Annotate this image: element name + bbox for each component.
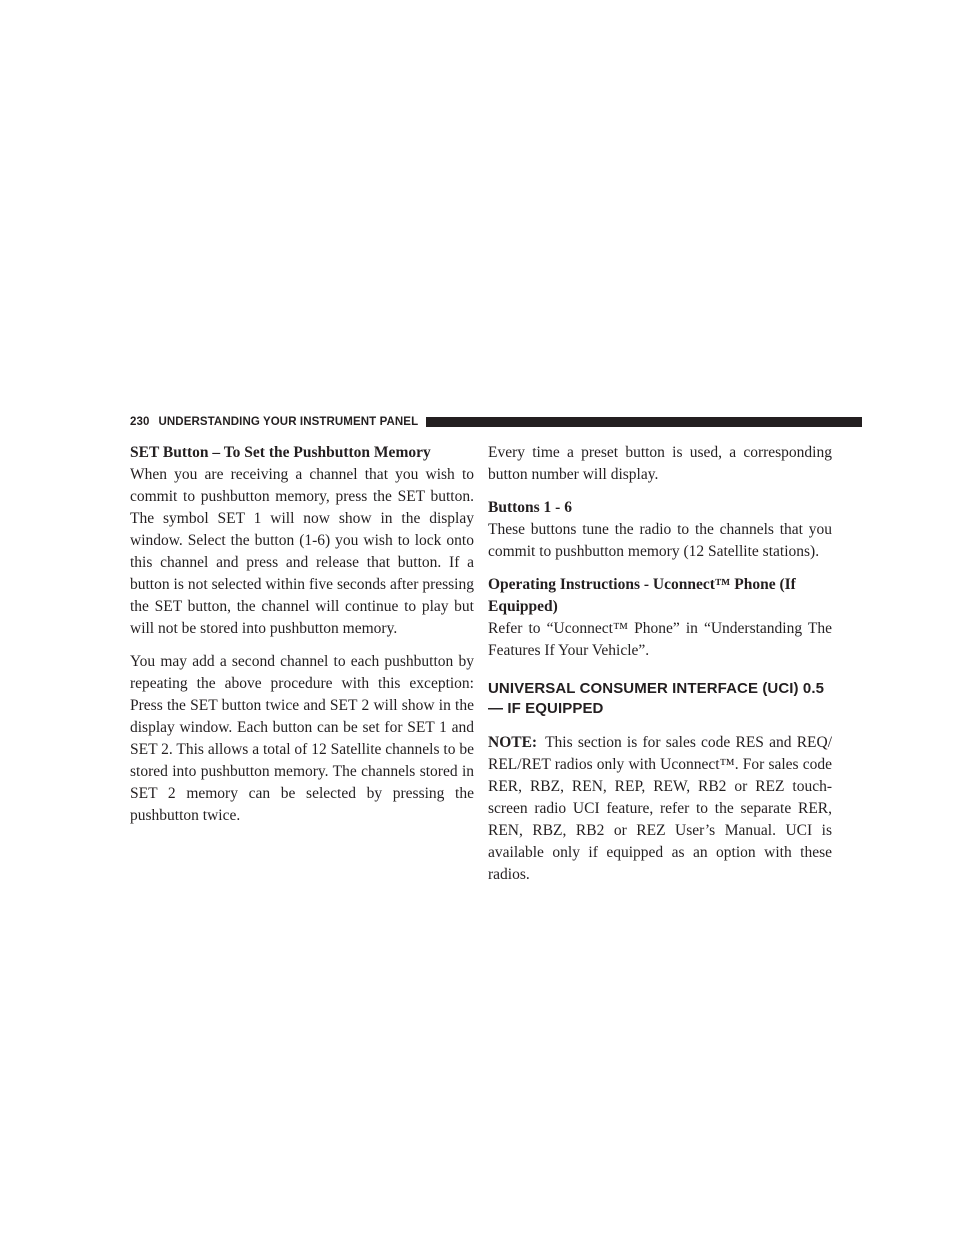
heading-operating-instructions: Operating Instructions - Uconnect™ Phone (If Equipped) bbox=[488, 576, 796, 615]
section-title: UNDERSTANDING YOUR INSTRUMENT PANEL bbox=[158, 416, 419, 428]
paragraph-set-button: When you are receiving a channel that you wish to commit to pushbutton memory, press the SET button. The symbol SET 1 will now show in the display window. Select the button (1-6) you wish to lock onto this channel and press and release that button. If a button is not selected within five seconds after pressing the SET button, the channel will continue to play but will not be stored into pushbutton memory. bbox=[130, 466, 474, 637]
note-paragraph bbox=[488, 732, 832, 886]
note-label: NOTE: bbox=[488, 734, 538, 751]
page-number: 230 bbox=[130, 416, 150, 428]
heading-uci: UNIVERSAL CONSUMER INTERFACE (UCI) 0.5 — IF EQUIPPED bbox=[488, 680, 825, 717]
paragraph-operating-instructions: Refer to “Uconnect™ Phone” in “Understanding The Features If Your Vehicle”. bbox=[488, 620, 832, 659]
paragraph-preset-display: Every time a preset button is used, a corresponding button number will display. bbox=[488, 444, 832, 483]
paragraph-buttons-1-6: These buttons tune the radio to the channels that you commit to pushbutton memory (12 Satellite stations). bbox=[488, 521, 832, 560]
heading-set-button: SET Button – To Set the Pushbutton Memory bbox=[130, 444, 431, 461]
page-header bbox=[130, 416, 862, 428]
paragraph-second-channel: You may add a second channel to each pushbutton by repeating the above procedure with this exception: Press the SET button twice and SET 2 will show in the display window. Each button can be set for SET 1 and SET 2. This allows a total of 12 Satellite channels to be stored into pushbutton memory. The channels stored in SET 2 memory can be selected by pressing the pushbutton twice. bbox=[130, 653, 474, 824]
left-column bbox=[130, 442, 474, 827]
heading-buttons-1-6: Buttons 1 - 6 bbox=[488, 499, 572, 516]
note-text: This section is for sales code RES and REQ/ REL/RET radios only with Uconnect™. For sales code RER, RBZ, REN, REP, REW, RB2 or REZ touch-screen radio UCI feature, refer to the separate RER, REN, RBZ, RB2 or REZ User’s Manual. UCI is available only if equipped as an option with these radios. bbox=[488, 734, 832, 883]
header-rule bbox=[426, 417, 862, 427]
right-column bbox=[488, 442, 832, 886]
